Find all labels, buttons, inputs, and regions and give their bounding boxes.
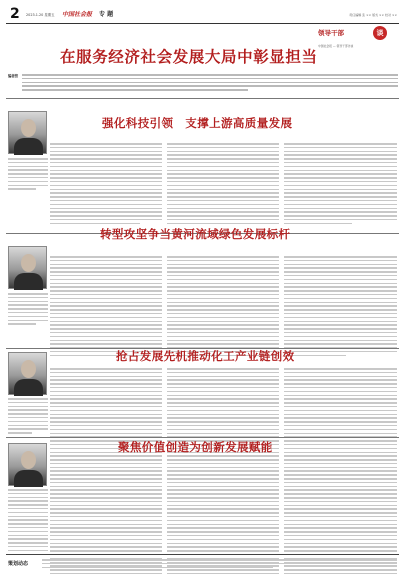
author-bio [8, 293, 48, 327]
interview-badge [318, 26, 398, 60]
footer-label: 策划动态 [8, 561, 29, 567]
badge-text: 领导干部 [318, 29, 344, 37]
author-photo [8, 352, 47, 395]
article-2 [6, 227, 399, 356]
article-3 [6, 349, 399, 436]
author-bio [8, 489, 48, 557]
article-4 [6, 441, 399, 551]
page-footer [6, 554, 399, 572]
article-title: 抢占发展先机推动化工产业链创效 [116, 349, 295, 363]
section-divider [6, 98, 399, 99]
author-photo [8, 111, 47, 154]
footer-text [42, 559, 397, 570]
article-title: 转型攻坚争当黄河流域绿色发展标杆 [100, 227, 291, 241]
author-photo [8, 246, 47, 289]
author-photo [8, 443, 47, 486]
page-headline: 在服务经济社会发展大局中彰显担当 [60, 47, 318, 66]
editors-credit: 责任编辑 张 ×× 版式 ×× 校对 ×× [349, 13, 397, 17]
page-number: 2 [10, 6, 20, 22]
author-bio [8, 398, 48, 436]
article-1 [6, 103, 399, 231]
article-title: 聚焦价值创造为创新发展赋能 [118, 440, 273, 454]
section-label: 专 题 [99, 11, 114, 18]
issue-date: 2023.1.20 星期五 [26, 13, 55, 17]
section-divider [6, 437, 399, 438]
masthead [6, 6, 399, 24]
badge-circle-icon: 谈 [373, 26, 387, 40]
badge-subtitle: 中国社会报 — 领导干部访谈 [318, 44, 354, 48]
article-title: 强化科技引领 支撑上游高质量发展 [102, 116, 293, 130]
author-bio [8, 158, 48, 192]
paper-logo: 中国社会报 [62, 11, 93, 18]
editor-note [8, 74, 398, 94]
editor-note-label: 编者按 [8, 74, 19, 78]
